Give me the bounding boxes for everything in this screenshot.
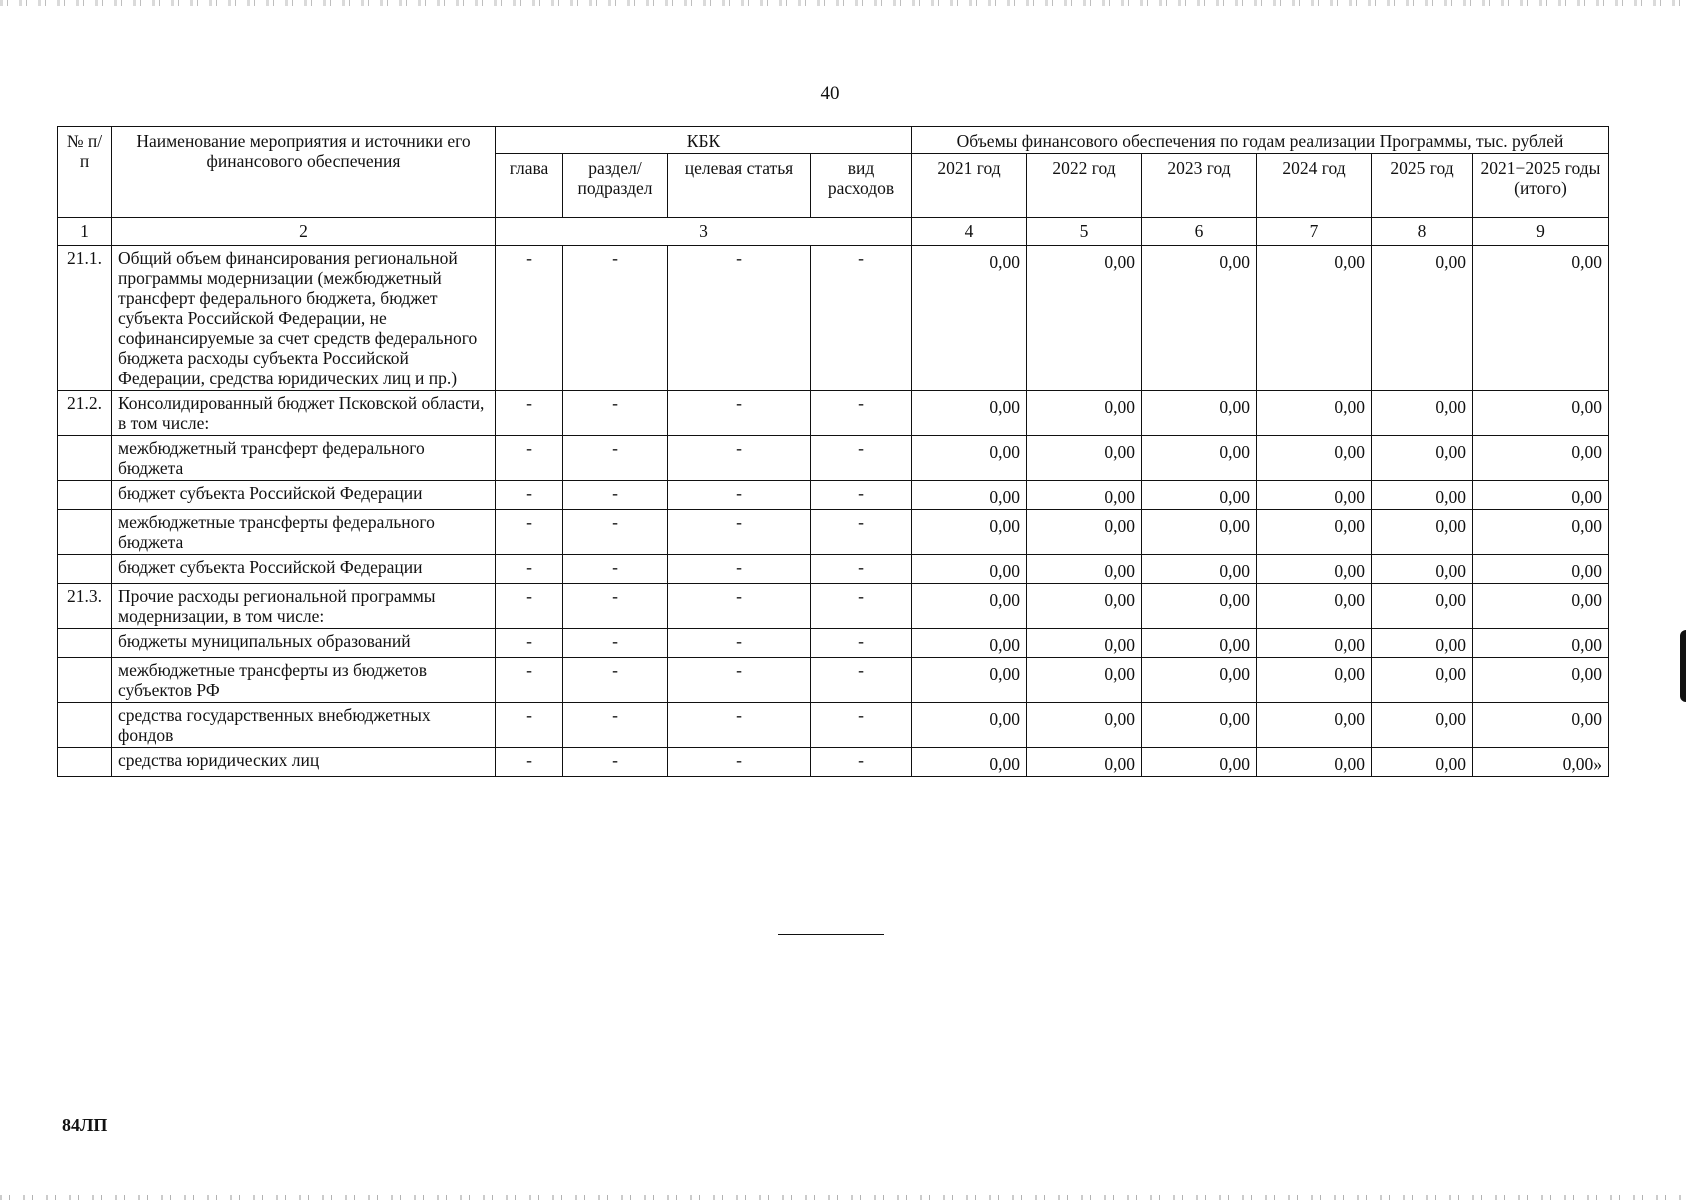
value-cell: 0,00 <box>1257 629 1372 658</box>
scan-edge-top <box>0 0 1686 6</box>
kbk-glava-cell: - <box>496 584 563 629</box>
column-number: 5 <box>1027 218 1142 246</box>
column-number: 9 <box>1473 218 1609 246</box>
value-cell: 0,00 <box>1027 629 1142 658</box>
kbk-vid-cell: - <box>811 555 912 584</box>
value-cell: 0,00 <box>1372 748 1473 777</box>
kbk-vid-cell: - <box>811 391 912 436</box>
row-number <box>58 481 112 510</box>
scan-binding-mark <box>1680 630 1686 702</box>
column-number: 3 <box>496 218 912 246</box>
value-cell: 0,00 <box>1142 436 1257 481</box>
column-number: 7 <box>1257 218 1372 246</box>
row-name: средства государственных внебюджетных фондов <box>112 703 496 748</box>
row-number <box>58 703 112 748</box>
value-cell: 0,00 <box>1257 555 1372 584</box>
value-cell: 0,00 <box>1257 436 1372 481</box>
value-cell: 0,00 <box>1257 748 1372 777</box>
kbk-glava-cell: - <box>496 246 563 391</box>
value-cell: 0,00 <box>1142 555 1257 584</box>
kbk-celevaya-cell: - <box>668 658 811 703</box>
value-cell: 0,00 <box>912 629 1027 658</box>
value-total-cell: 0,00 <box>1473 555 1609 584</box>
value-cell: 0,00 <box>1027 510 1142 555</box>
value-cell: 0,00 <box>912 748 1027 777</box>
row-name: бюджет субъекта Российской Федерации <box>112 481 496 510</box>
value-total-cell: 0,00 <box>1473 703 1609 748</box>
row-name: Прочие расходы региональной программы модернизации, в том числе: <box>112 584 496 629</box>
header-name: Наименование мероприятия и источники его финансового обеспечения <box>112 127 496 218</box>
value-cell: 0,00 <box>1372 555 1473 584</box>
kbk-razdel-cell: - <box>563 748 668 777</box>
kbk-glava-cell: - <box>496 436 563 481</box>
row-name: Консолидированный бюджет Псковской области, в том числе: <box>112 391 496 436</box>
value-total-cell: 0,00 <box>1473 629 1609 658</box>
value-cell: 0,00 <box>1372 436 1473 481</box>
value-cell: 0,00 <box>1372 391 1473 436</box>
kbk-glava-cell: - <box>496 703 563 748</box>
kbk-celevaya-cell: - <box>668 629 811 658</box>
value-cell: 0,00 <box>1027 436 1142 481</box>
kbk-glava-cell: - <box>496 555 563 584</box>
kbk-razdel-cell: - <box>563 629 668 658</box>
separator-line <box>778 934 884 935</box>
value-total-cell: 0,00 <box>1473 481 1609 510</box>
header-year: 2023 год <box>1142 154 1257 218</box>
table-row <box>58 391 1609 436</box>
value-cell: 0,00 <box>1257 584 1372 629</box>
kbk-glava-cell: - <box>496 510 563 555</box>
scan-edge-bottom <box>0 1195 1686 1200</box>
value-cell: 0,00 <box>912 436 1027 481</box>
kbk-celevaya-cell: - <box>668 748 811 777</box>
column-number: 4 <box>912 218 1027 246</box>
header-vid: вид расходов <box>811 154 912 218</box>
table-row <box>58 584 1609 629</box>
row-number: 21.1. <box>58 246 112 391</box>
kbk-glava-cell: - <box>496 391 563 436</box>
table-row <box>58 748 1609 777</box>
kbk-razdel-cell: - <box>563 246 668 391</box>
value-cell: 0,00 <box>1372 703 1473 748</box>
row-number <box>58 658 112 703</box>
value-cell: 0,00 <box>1027 555 1142 584</box>
value-cell: 0,00 <box>1142 584 1257 629</box>
kbk-razdel-cell: - <box>563 436 668 481</box>
row-number: 21.3. <box>58 584 112 629</box>
value-cell: 0,00 <box>1142 246 1257 391</box>
kbk-celevaya-cell: - <box>668 246 811 391</box>
header-year-total: 2021−2025 годы (итого) <box>1473 154 1609 218</box>
kbk-glava-cell: - <box>496 658 563 703</box>
header-volumes: Объемы финансового обеспечения по годам реализации Программы, тыс. рублей <box>912 127 1609 154</box>
value-total-cell: 0,00» <box>1473 748 1609 777</box>
kbk-celevaya-cell: - <box>668 510 811 555</box>
value-cell: 0,00 <box>1027 481 1142 510</box>
value-cell: 0,00 <box>1372 510 1473 555</box>
kbk-razdel-cell: - <box>563 658 668 703</box>
column-number-row <box>58 218 1609 246</box>
header-glava: глава <box>496 154 563 218</box>
table-row <box>58 658 1609 703</box>
header-year: 2025 год <box>1372 154 1473 218</box>
row-number <box>58 629 112 658</box>
kbk-glava-cell: - <box>496 481 563 510</box>
header-year: 2021 год <box>912 154 1027 218</box>
kbk-razdel-cell: - <box>563 481 668 510</box>
value-cell: 0,00 <box>1027 748 1142 777</box>
header-razdel: раздел/ подраздел <box>563 154 668 218</box>
row-name: межбюджетный трансферт федерального бюджета <box>112 436 496 481</box>
column-number: 6 <box>1142 218 1257 246</box>
value-cell: 0,00 <box>1027 246 1142 391</box>
kbk-razdel-cell: - <box>563 510 668 555</box>
column-number: 2 <box>112 218 496 246</box>
column-number: 1 <box>58 218 112 246</box>
value-cell: 0,00 <box>912 391 1027 436</box>
value-total-cell: 0,00 <box>1473 658 1609 703</box>
row-name: бюджеты муниципальных образований <box>112 629 496 658</box>
financing-table <box>57 126 1609 777</box>
table-row <box>58 436 1609 481</box>
value-cell: 0,00 <box>1257 510 1372 555</box>
kbk-celevaya-cell: - <box>668 391 811 436</box>
value-total-cell: 0,00 <box>1473 391 1609 436</box>
header-celevaya: целевая статья <box>668 154 811 218</box>
value-cell: 0,00 <box>1142 629 1257 658</box>
table-row <box>58 555 1609 584</box>
value-cell: 0,00 <box>912 481 1027 510</box>
table-row <box>58 703 1609 748</box>
value-cell: 0,00 <box>1142 510 1257 555</box>
row-name: межбюджетные трансферты федерального бюджета <box>112 510 496 555</box>
value-total-cell: 0,00 <box>1473 246 1609 391</box>
value-cell: 0,00 <box>1372 658 1473 703</box>
table-row <box>58 246 1609 391</box>
value-cell: 0,00 <box>1372 584 1473 629</box>
kbk-glava-cell: - <box>496 629 563 658</box>
value-cell: 0,00 <box>912 703 1027 748</box>
value-total-cell: 0,00 <box>1473 584 1609 629</box>
value-cell: 0,00 <box>1257 391 1372 436</box>
value-cell: 0,00 <box>1027 391 1142 436</box>
header-year: 2022 год <box>1027 154 1142 218</box>
column-number: 8 <box>1372 218 1473 246</box>
value-cell: 0,00 <box>1027 584 1142 629</box>
table-body <box>58 246 1609 777</box>
kbk-vid-cell: - <box>811 703 912 748</box>
value-cell: 0,00 <box>1142 658 1257 703</box>
kbk-celevaya-cell: - <box>668 584 811 629</box>
kbk-vid-cell: - <box>811 510 912 555</box>
header-row-top <box>58 127 1609 154</box>
table-row <box>58 629 1609 658</box>
value-cell: 0,00 <box>1257 703 1372 748</box>
kbk-vid-cell: - <box>811 246 912 391</box>
kbk-razdel-cell: - <box>563 703 668 748</box>
kbk-razdel-cell: - <box>563 555 668 584</box>
kbk-vid-cell: - <box>811 748 912 777</box>
kbk-razdel-cell: - <box>563 584 668 629</box>
kbk-vid-cell: - <box>811 658 912 703</box>
table-row <box>58 510 1609 555</box>
value-cell: 0,00 <box>1257 481 1372 510</box>
header-year: 2024 год <box>1257 154 1372 218</box>
value-cell: 0,00 <box>1372 246 1473 391</box>
row-number <box>58 510 112 555</box>
value-cell: 0,00 <box>912 584 1027 629</box>
kbk-celevaya-cell: - <box>668 555 811 584</box>
header-no: № п/п <box>58 127 112 218</box>
row-number <box>58 436 112 481</box>
value-total-cell: 0,00 <box>1473 436 1609 481</box>
row-name: межбюджетные трансферты из бюджетов субъектов РФ <box>112 658 496 703</box>
kbk-vid-cell: - <box>811 436 912 481</box>
footer-code: 84ЛП <box>62 1115 108 1135</box>
value-cell: 0,00 <box>1142 481 1257 510</box>
value-cell: 0,00 <box>912 510 1027 555</box>
value-cell: 0,00 <box>1372 481 1473 510</box>
value-cell: 0,00 <box>912 658 1027 703</box>
value-total-cell: 0,00 <box>1473 510 1609 555</box>
row-name: Общий объем финансирования региональной программы модернизации (межбюджетный трансферт федерального бюджета, бюджет субъекта Российской Федерации, не софинансируемые за счет средств федерального бюджета расходы субъекта Российской Федерации, средства юридических лиц и пр.) <box>112 246 496 391</box>
row-number <box>58 748 112 777</box>
value-cell: 0,00 <box>912 555 1027 584</box>
value-cell: 0,00 <box>1142 703 1257 748</box>
value-cell: 0,00 <box>1257 246 1372 391</box>
kbk-vid-cell: - <box>811 629 912 658</box>
kbk-celevaya-cell: - <box>668 703 811 748</box>
value-cell: 0,00 <box>1142 391 1257 436</box>
kbk-vid-cell: - <box>811 481 912 510</box>
kbk-vid-cell: - <box>811 584 912 629</box>
page-number: 40 <box>820 83 840 104</box>
value-cell: 0,00 <box>1027 703 1142 748</box>
value-cell: 0,00 <box>1027 658 1142 703</box>
row-name: бюджет субъекта Российской Федерации <box>112 555 496 584</box>
kbk-glava-cell: - <box>496 748 563 777</box>
value-cell: 0,00 <box>1372 629 1473 658</box>
kbk-celevaya-cell: - <box>668 436 811 481</box>
value-cell: 0,00 <box>1257 658 1372 703</box>
table-row <box>58 481 1609 510</box>
header-kbk: КБК <box>496 127 912 154</box>
kbk-razdel-cell: - <box>563 391 668 436</box>
row-number <box>58 555 112 584</box>
row-name: средства юридических лиц <box>112 748 496 777</box>
value-cell: 0,00 <box>1142 748 1257 777</box>
value-cell: 0,00 <box>912 246 1027 391</box>
row-number: 21.2. <box>58 391 112 436</box>
kbk-celevaya-cell: - <box>668 481 811 510</box>
